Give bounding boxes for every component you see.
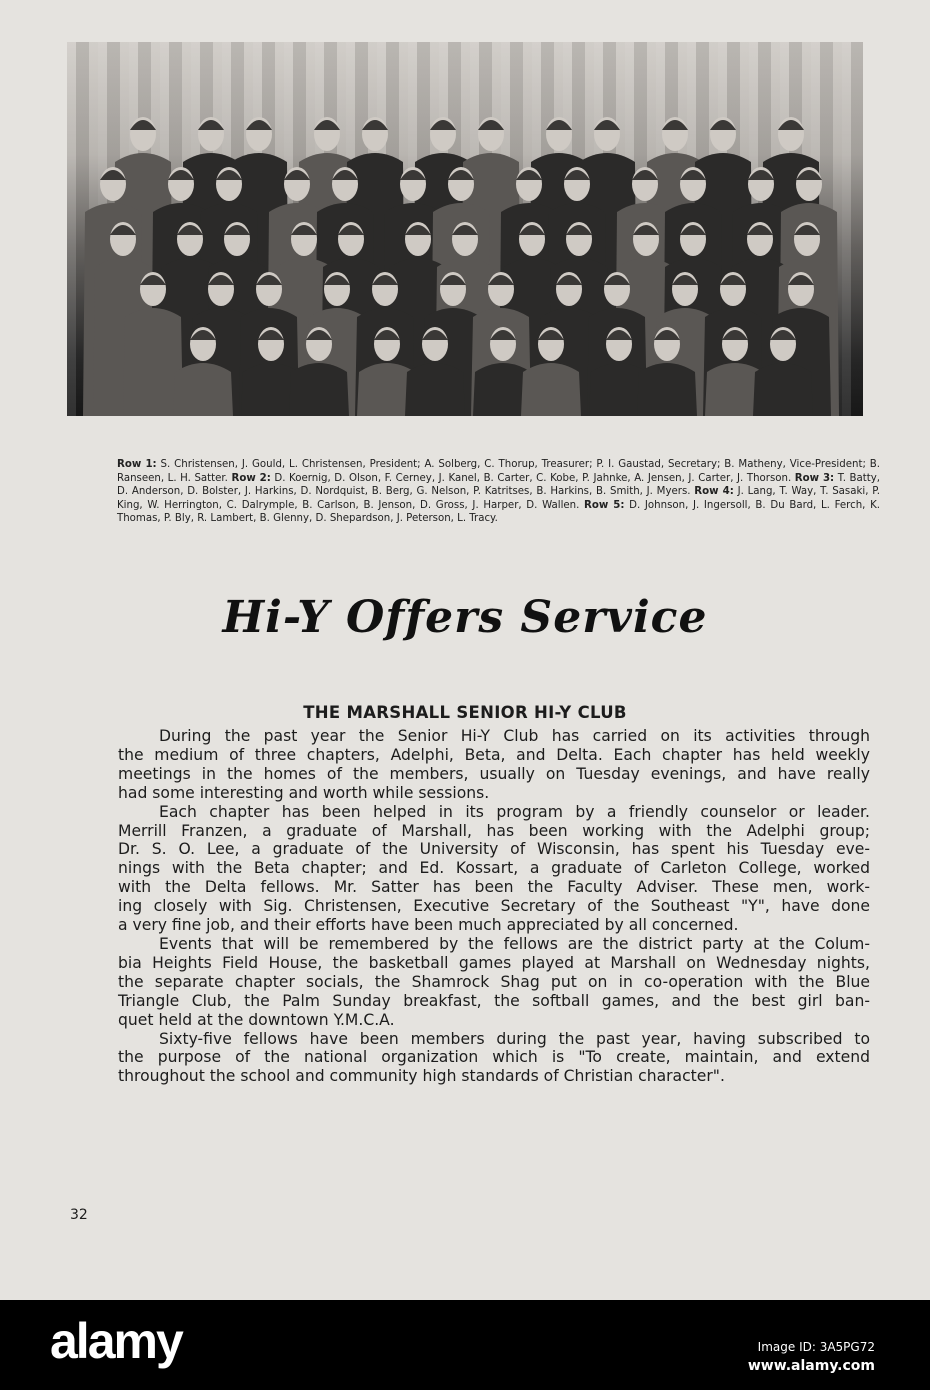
- image-id: Image ID: 3A5PG72: [757, 1340, 875, 1354]
- alamy-logo: alamy: [50, 1313, 182, 1369]
- figure-body: [753, 363, 813, 416]
- page-title: Hi-Y Offers Service: [222, 592, 708, 643]
- paragraph-1-line: During the past year the Senior Hi-Y Club has carried on its activities through: [159, 727, 870, 745]
- paragraph-1-line: meetings in the homes of the members, usually on Tuesday evenings, and have really: [118, 764, 870, 783]
- figure-body: [521, 363, 581, 416]
- caption-row-4: Row 4: J. Lang, T. Way, T. Sasaki, P. King, W. Herrington, C. Dalrymple, B. Carlson, B. Jenson, D. Gross, J. Harper, D. Wallen.: [117, 486, 881, 511]
- figure-hair: [314, 120, 340, 130]
- group-photo-figures: [67, 42, 863, 416]
- page-number: 32: [70, 1207, 88, 1223]
- caption-row-3: Row 3: T. Batty, D. Anderson, D. Bolster, J. Harkins, D. Nordquist, B. Berg, G. Nelson, P. Katritses, B. Harkins, B. Smith, J. Myers.: [117, 472, 881, 498]
- paragraph-1-line: the medium of three chapters, Adelphi, Beta, and Delta. Each chapter has held weekly: [118, 745, 870, 764]
- paragraph-2-line: nings with the Beta chapter; and Ed. Kossart, a graduate of Carleton College, worked: [118, 859, 870, 878]
- paragraph-2-line: Each chapter has been helped in its program by a friendly counselor or leader.: [159, 802, 870, 821]
- paragraph-3-line: bia Heights Field House, the basketball games played at Marshall on Wednesday nights,: [118, 953, 870, 972]
- figure-hair: [710, 120, 736, 130]
- paragraph-4-line: throughout the school and community high standards of Christian character".: [118, 1067, 725, 1086]
- figure-hair: [546, 120, 572, 130]
- figure-hair: [246, 120, 272, 130]
- paragraph-2-line: Merrill Franzen, a graduate of Marshall, has been working with the Adelphi group;: [118, 821, 870, 840]
- article-body: [118, 727, 870, 1086]
- figure-hair: [362, 120, 388, 130]
- watermark-band: [0, 1300, 930, 1390]
- figure-hair: [594, 120, 620, 130]
- paragraph-2-line: with the Delta fellows. Mr. Satter has been the Faculty Adviser. These men, work-: [118, 878, 870, 897]
- figure-hair: [130, 120, 156, 130]
- figure-body: [637, 363, 697, 416]
- section-heading: THE MARSHALL SENIOR HI-Y CLUB: [303, 703, 627, 722]
- figure-body: [289, 363, 349, 416]
- figure-body: [173, 363, 233, 416]
- figure-body: [405, 363, 465, 416]
- paragraph-2-line: Dr. S. O. Lee, a graduate of the University of Wisconsin, has spent his Tuesday eve-: [118, 840, 870, 859]
- photo-caption: [117, 458, 880, 526]
- paragraph-4-line: the purpose of the national organization which is "To create, maintain, and extend: [118, 1048, 870, 1067]
- paragraph-3-line: Events that will be remembered by the fellows are the district party at the Colum-: [159, 934, 870, 953]
- figure-hair: [662, 120, 688, 130]
- figure-hair: [198, 120, 224, 130]
- figure-hair: [778, 120, 804, 130]
- caption-row-1: Row 1: S. Christensen, J. Gould, L. Christensen, President; A. Solberg, C. Thorup, Treasurer; P. I. Gaustad, Secretary; B. Matheny, Vice-President; B. Ranseen, L. H. Satter.: [117, 459, 880, 484]
- paragraph-2-line: ing closely with Sig. Christensen, Executive Secretary of the Southeast "Y", have done: [118, 897, 870, 916]
- caption-row-2: Row 2: D. Koernig, D. Olson, F. Cerney, J. Kanel, B. Carter, C. Kobe, P. Jahnke, A. Jensen, J. Carter, J. Thorson.: [231, 472, 795, 484]
- paragraph-4-line: Sixty-five fellows have been members during the past year, having subscribed to: [159, 1029, 870, 1048]
- paragraph-3-line: the separate chapter socials, the Shamrock Shag put on in co-operation with the Blue: [118, 972, 870, 991]
- paragraph-1-line: had some interesting and worth while sessions.: [118, 783, 490, 802]
- figure-hair: [430, 120, 456, 130]
- paragraph-3-line: quet held at the downtown Y.M.C.A.: [118, 1010, 395, 1029]
- paragraph-3-line: Triangle Club, the Palm Sunday breakfast, the softball games, and the best girl ban-: [118, 991, 870, 1010]
- paragraph-2-line: a very fine job, and their efforts have been much appreciated by all concerned.: [118, 916, 739, 935]
- figure-hair: [478, 120, 504, 130]
- caption-row-5: Row 5: D. Johnson, J. Ingersoll, B. Du Bard, L. Ferch, K. Thomas, P. Bly, R. Lambert, B. Glenny, D. Shepardson, J. Peterson, L. Tracy.: [117, 499, 881, 525]
- site-url: www.alamy.com: [747, 1358, 875, 1374]
- group-photo: [67, 42, 863, 416]
